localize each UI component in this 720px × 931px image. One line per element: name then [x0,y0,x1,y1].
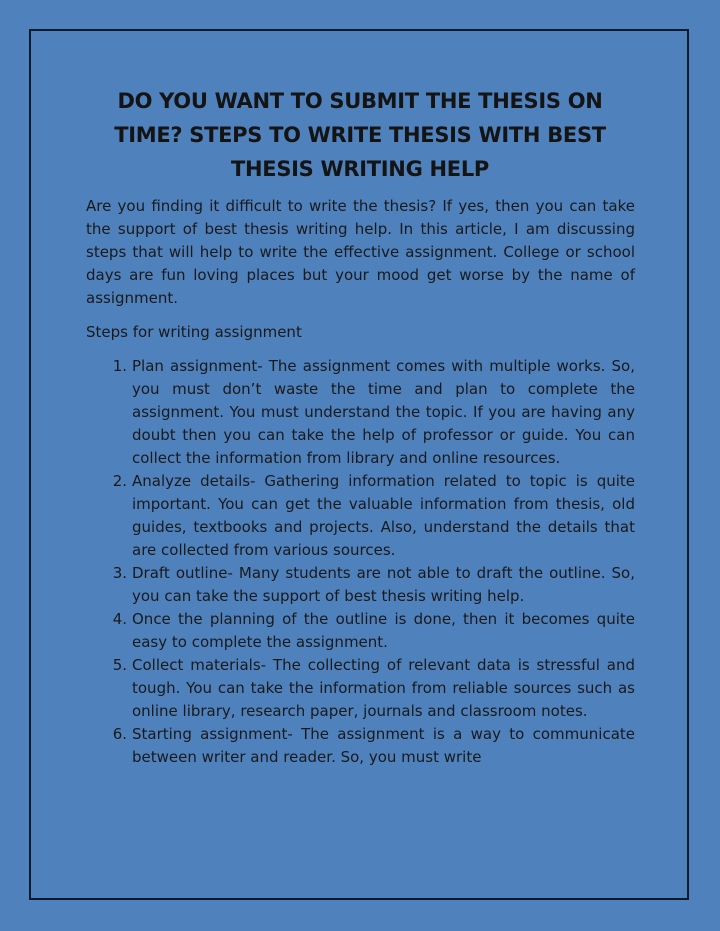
list-item [86,608,635,654]
step-text: Analyze details- Gathering information related to topic is quite important. You can get the valuable information from thesis, old guides, textbooks and projects. Also, understand the details that are collected from various sources. [132,472,635,559]
step-text: Draft outline- Many students are not able to draft the outline. So, you can take the support of best thesis writing help. [132,564,635,605]
intro-paragraph: Are you finding it difficult to write the thesis? If yes, then you can take the support of best thesis writing help. In this article, I am discussing steps that will help to write the effective assignment. College or school days are fun loving places but your mood get worse by the name of assignment. [86,197,635,307]
step-text: Plan assignment- The assignment comes with multiple works. So, you must don’t waste the time and plan to complete the assignment. You must understand the topic. If you are having any doubt then you can take the help of professor or guide. You can collect the information from library and online resources. [132,357,635,467]
step-number: 6. [112,725,127,743]
list-item [86,654,635,723]
document-title: DO YOU WANT TO SUBMIT THE THESIS ON TIME? STEPS TO WRITE THESIS WITH BEST THESIS WRITING HELP [114,89,606,181]
step-number: 2. [112,472,127,490]
step-number: 5. [112,656,127,674]
step-number: 3. [112,564,127,582]
list-item [86,470,635,562]
step-text: Starting assignment- The assignment is a way to communicate between writer and reader. So, you must write [132,725,635,766]
document-body [86,195,635,769]
steps-list [86,355,635,769]
list-item [86,723,635,769]
step-number: 1. [112,357,127,375]
steps-heading: Steps for writing assignment [86,323,302,341]
step-text: Once the planning of the outline is done, then it becomes quite easy to complete the assignment. [132,610,635,651]
step-text: Collect materials- The collecting of relevant data is stressful and tough. You can take the information from reliable sources such as online library, research paper, journals and classroom notes. [132,656,635,720]
step-number: 4. [112,610,127,628]
list-item [86,355,635,470]
list-item [86,562,635,608]
